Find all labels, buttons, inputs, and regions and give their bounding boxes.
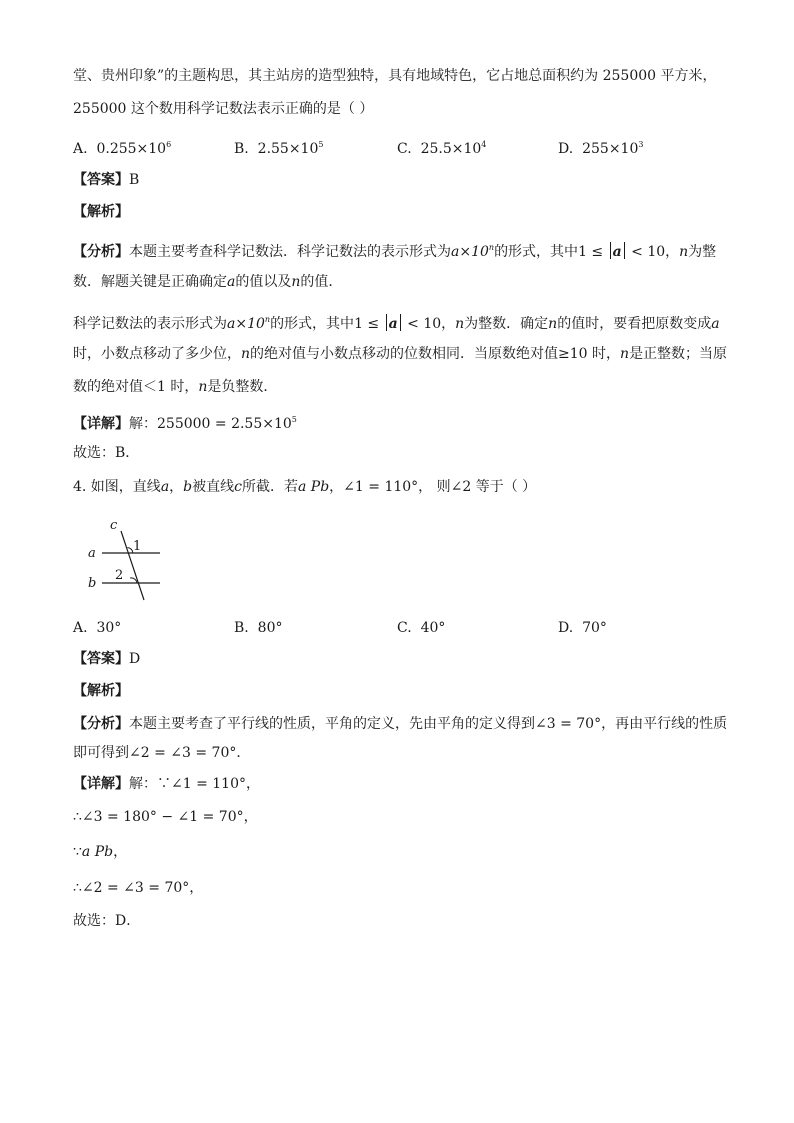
q3-analysis-heading: 【解析】 [73, 204, 129, 220]
q3-option-d: D. $255\times 10^3$ [558, 140, 644, 157]
label-2: 2 [115, 568, 124, 583]
q3-option-b: B. $2.55\times 10^5$ [234, 140, 324, 157]
q3-option-c: C. $25.5\times 10^4$ [397, 140, 487, 157]
q3-rule-line-1: 科学记数法的表示形式为$a\times 10^n$的形式，其中1 ≤ a < 10，n为整数．确定n的值时，要看把原数变成a [73, 315, 720, 332]
q4-fenxi-line-2: 即可得到∠2 = ∠3 = 70°． [73, 745, 251, 761]
label-1: 1 [133, 539, 142, 554]
label-b: b [88, 576, 97, 591]
q3-rule-line-2: 时，小数点移动了多少位，n的绝对值与小数点移动的位数相同．当原数绝对值≥10 时，n是正整数；当原 [73, 346, 728, 362]
label-a: a [88, 546, 96, 561]
q4-fenxi-line-1: 【分析】本题主要考查了平行线的性质，平角的定义，先由平角的定义得到∠3 = 70°，再由平行线的性质 [73, 716, 728, 732]
q4-stem: 4. 如图，直线a，b被直线c所截．若a Pb，∠1 = 110°， 则∠2 等于（ ） [73, 479, 537, 495]
label-c: c [110, 518, 118, 533]
q4-step-2: ∴∠3 = 180° − ∠1 = 70°， [73, 809, 258, 825]
q4-option-a: A. 30° [73, 620, 122, 636]
q3-rule-line-3: 数的绝对值＜1 时，n是负整数． [73, 379, 278, 395]
intro-line-2: 255000 这个数用科学记数法表示正确的是（ ） [73, 101, 374, 117]
parallel-lines-figure [80, 515, 170, 605]
q4-step-3: ∵a Pb， [73, 844, 128, 860]
q3-detail: 【详解】解：$255000 = 2.55\times 10^5$ [73, 415, 297, 432]
q4-detail: 【详解】解：∵∠1 = 110°， [73, 776, 260, 792]
q3-choose: 故选：B． [73, 445, 140, 461]
q3-fenxi-line-1: 【分析】本题主要考查科学记数法．科学记数法的表示形式为$a\times 10^n$的形式，其中1 ≤ a < 10，n为整 [73, 243, 717, 260]
angle-2-arc [130, 578, 137, 583]
q3-fenxi-line-2: 数．解题关键是正确确定a的值以及n的值． [73, 274, 343, 290]
q4-option-d: D. 70° [558, 620, 607, 636]
q4-option-c: C. 40° [397, 620, 446, 636]
q4-option-b: B. 80° [234, 620, 283, 636]
q4-step-4: ∴∠2 = ∠3 = 70°， [73, 880, 204, 896]
q3-option-a: A. $0.255\times 10^6$ [73, 140, 172, 157]
q4-answer: 【答案】D [73, 651, 141, 667]
q4-analysis-heading: 【解析】 [73, 683, 129, 699]
intro-line-1: 堂、贵州印象”的主题构思，其主站房的造型独特，具有地域特色，它占地总面积约为 255000 平方米， [73, 68, 717, 84]
q4-choose: 故选：D． [73, 913, 141, 929]
q3-answer: 【答案】B [73, 172, 140, 188]
